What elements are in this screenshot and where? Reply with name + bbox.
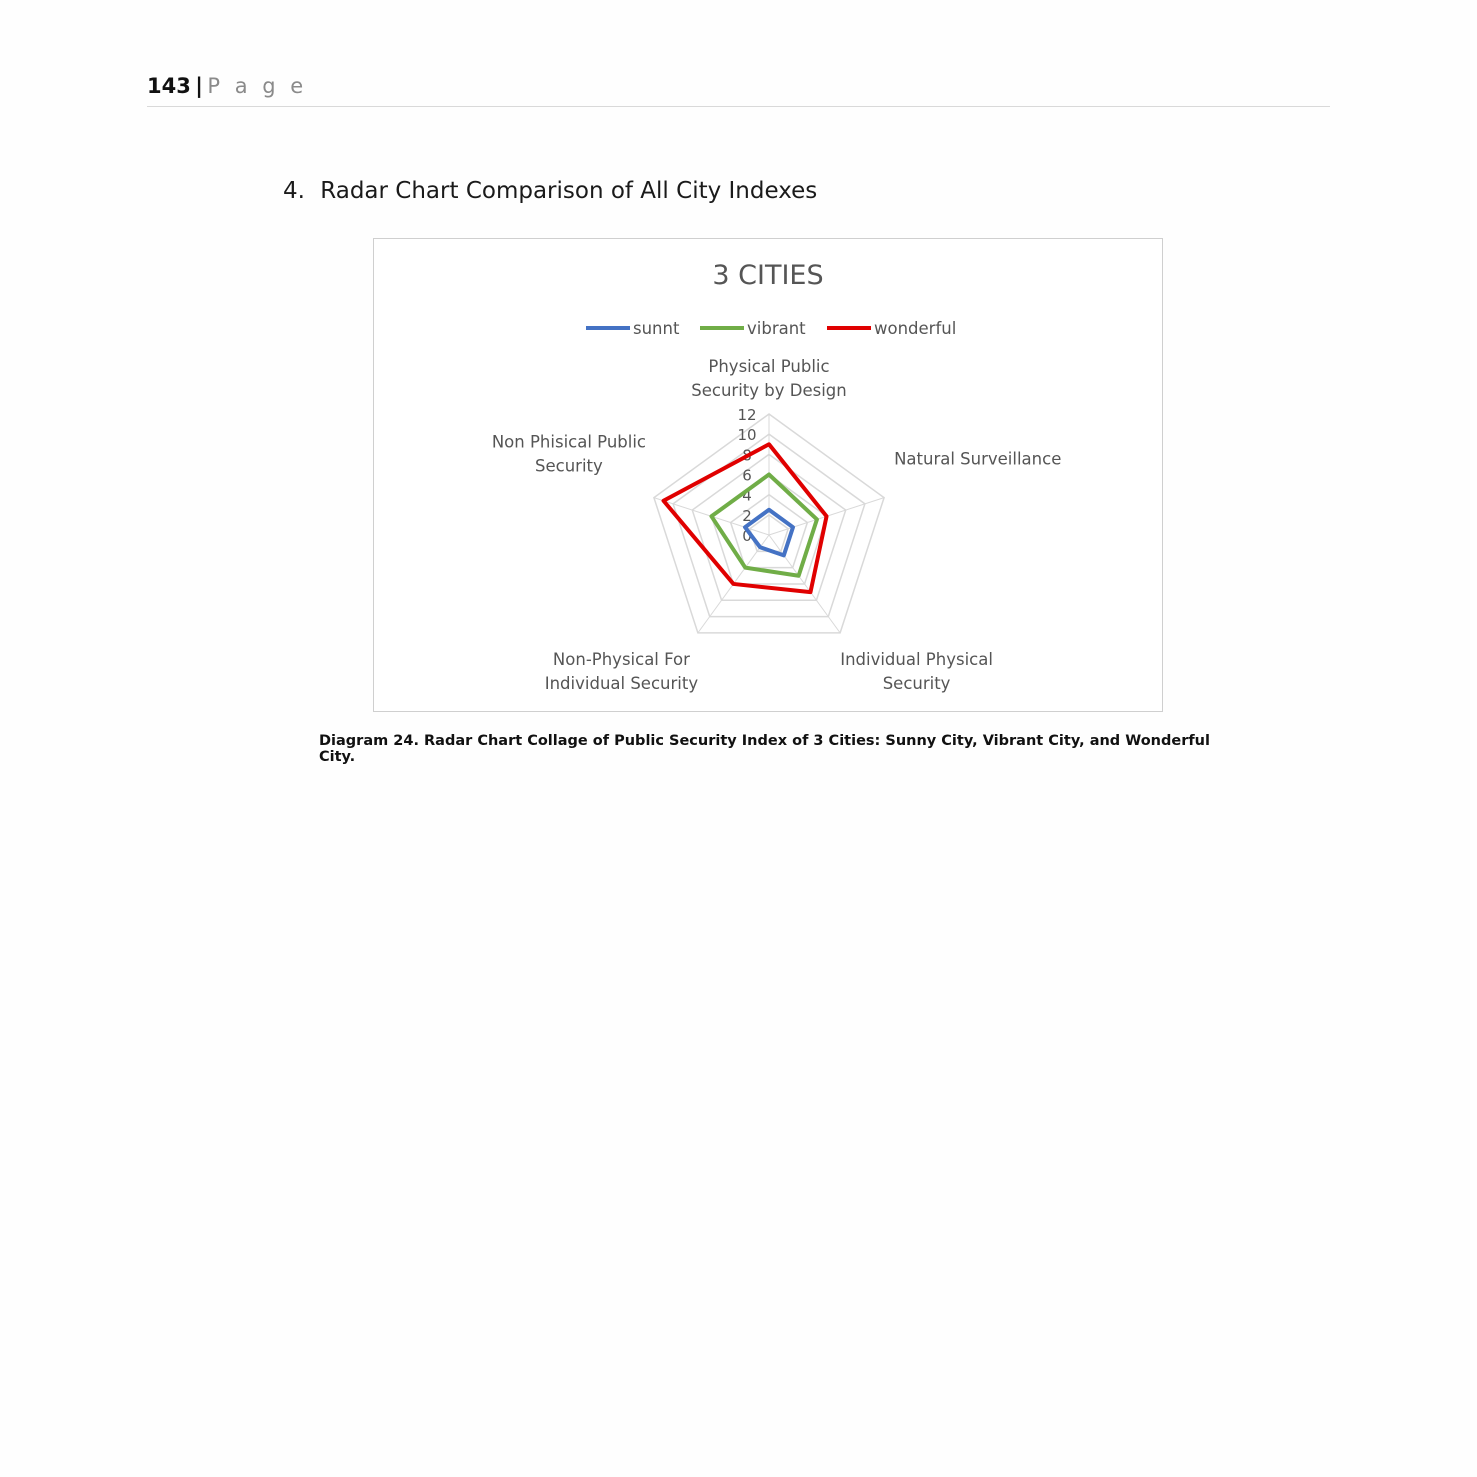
axis-label: Non-Physical For — [552, 649, 690, 669]
radar-axis-labels — [492, 357, 1062, 693]
tick-label: 2 — [742, 506, 752, 525]
section-number: 4. — [283, 178, 305, 204]
tick-label: 12 — [737, 406, 757, 424]
section-title-text: Radar Chart Comparison of All City Indexes — [320, 178, 818, 204]
axis-label: Security — [535, 456, 603, 476]
axis-label: Individual Security — [544, 673, 699, 693]
tick-label: 10 — [737, 426, 757, 445]
page-separator: | — [195, 74, 203, 98]
section-title — [283, 178, 817, 204]
chart-title: 3 CITIES — [712, 260, 824, 291]
tick-label: 6 — [742, 466, 752, 485]
tick-label: 4 — [742, 486, 752, 505]
figure-caption — [319, 733, 1219, 765]
legend-label: vibrant — [747, 319, 806, 338]
axis-label: Security by Design — [691, 381, 847, 400]
chart-legend — [586, 319, 956, 338]
axis-label: Non Phisical Public — [491, 432, 647, 452]
radar-chart — [373, 238, 1163, 712]
radar-chart-svg — [374, 239, 1162, 711]
axis-label: Security — [882, 673, 951, 693]
axis-label: Natural Surveillance — [894, 449, 1062, 469]
series-vibrant — [711, 475, 816, 576]
tick-label: 8 — [742, 446, 752, 465]
axis-label: Individual Physical — [840, 649, 993, 669]
page-word: P a g e — [207, 74, 308, 98]
caption-label: Diagram 24 — [319, 733, 414, 749]
caption-text: . Radar Chart Collage of Public Security Index of 3 Cities: Sunny City, Vibrant City, and Wonderful City. — [319, 733, 1210, 765]
legend-label: wonderful — [874, 319, 957, 338]
page-header — [147, 74, 1330, 107]
page-number: 143 — [147, 74, 191, 98]
tick-label: 0 — [742, 527, 752, 545]
axis-label: Physical Public — [708, 357, 830, 376]
legend-label: sunnt — [633, 319, 680, 338]
